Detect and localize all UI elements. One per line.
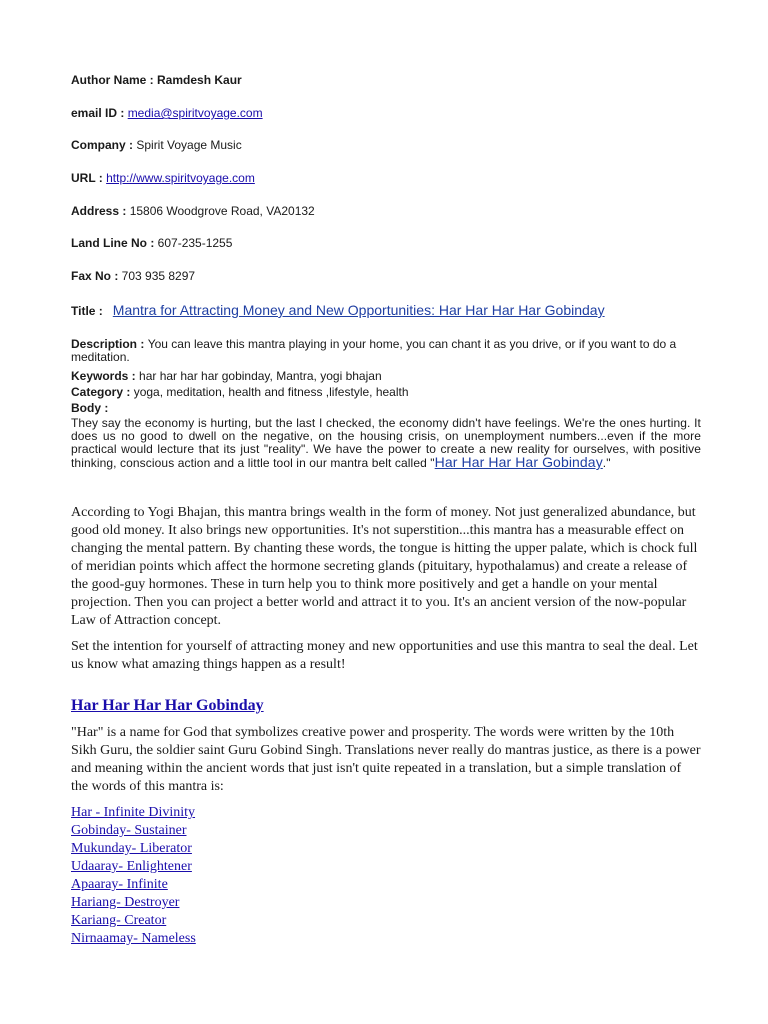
author-field (71, 73, 242, 87)
landline-value: 607-235-1255 (157, 236, 233, 250)
description-label: Description : (71, 337, 148, 351)
company-value: Spirit Voyage Music (136, 138, 242, 152)
body-intro-text: They say the economy is hurting, but the last I checked, the economy didn't have feelings. We're the ones hurting. It does us no good to dwell on the negative, on the housing crisis, on unemployment numbers...even if the more practical would lecture that its just "reality". We have the power to create a new reality for ourselves, with positive thinking, conscious action and a little tool in our mantra belt called " (71, 416, 701, 470)
translation-link[interactable]: Nirnaamay- Nameless (71, 931, 196, 946)
url-field (71, 171, 255, 185)
address-value: 15806 Woodgrove Road, VA20132 (129, 204, 315, 218)
landline-field (71, 236, 232, 250)
translation-link[interactable]: Udaaray- Enlightener (71, 859, 192, 874)
description-value: You can leave this mantra playing in your home, you can chant it as you drive, or if you want to do a meditation. (71, 337, 677, 364)
body-label-text: Body : (71, 401, 109, 415)
category-value: yoga, meditation, health and fitness ,lifestyle, health (133, 385, 409, 399)
author-label: Author Name : (71, 73, 158, 87)
title-label: Title : (71, 304, 107, 318)
category-label: Category : (71, 385, 134, 399)
description-field (71, 338, 701, 364)
mantra-link[interactable]: Har Har Har Har Gobinday (434, 454, 603, 470)
translation-link[interactable]: Apaaray- Infinite (71, 877, 168, 892)
address-label: Address : (71, 204, 130, 218)
paragraph-intention: Set the intention for yourself of attracting money and new opportunities and use this mantra to seal the deal. Let us know what amazing things happen as a result! (71, 639, 698, 672)
body-label (71, 402, 701, 415)
url-label: URL : (71, 171, 107, 185)
translation-link[interactable]: Hariang- Destroyer (71, 895, 180, 910)
paragraph-yogi-bhajan: According to Yogi Bhajan, this mantra brings wealth in the form of money. Not just generalized abundance, but good old money. It also brings new opportunities. It's not superstition...this mantra has a measurable effect on changing the mental pattern. By chanting these words, the tongue is hitting the upper palate, which is chock full of meridian points which affect the hormone secreting glands (pituitary, hypothalamus) and create a release of the good-guy hormones. These in turn help you to think more positively and get a handle on your mental projection. Then you can project a better world and attract it to you. It's an ancient version of the now-popular Law of Attraction concept. (71, 505, 698, 628)
email-field (71, 106, 263, 120)
paragraph-har-meaning: "Har" is a name for God that symbolizes creative power and prosperity. The words were written by the 10th Sikh Guru, the soldier saint Guru Gobind Singh. Translations never really do mantras justice, as there is a power and meaning within the ancient words that just isn't quite repeated in a translation, but a simple translation of the words of this mantra is: (71, 725, 701, 794)
body-intro-end: ." (602, 456, 611, 470)
company-label: Company : (71, 138, 137, 152)
email-label: email ID : (71, 106, 128, 120)
email-link[interactable]: media@spiritvoyage.com (127, 106, 263, 120)
landline-label: Land Line No : (71, 236, 158, 250)
translation-link[interactable]: Gobinday- Sustainer (71, 823, 187, 838)
body-intro (71, 417, 701, 470)
keywords-label: Keywords : (71, 369, 140, 383)
fax-label: Fax No : (71, 269, 122, 283)
address-field (71, 204, 315, 218)
author-value: Ramdesh Kaur (157, 73, 242, 87)
translation-link[interactable]: Har - Infinite Divinity (71, 805, 196, 820)
keywords-value: har har har har gobinday, Mantra, yogi bhajan (139, 369, 382, 383)
title-link[interactable]: Mantra for Attracting Money and New Opportunities: Har Har Har Har Gobinday (112, 302, 605, 318)
company-field (71, 138, 242, 152)
title-field (71, 302, 605, 318)
section-heading (71, 697, 264, 715)
translation-list (71, 804, 196, 948)
section-heading-link[interactable]: Har Har Har Har Gobinday (71, 697, 264, 714)
fax-field (71, 269, 195, 283)
translation-link[interactable]: Mukunday- Liberator (71, 841, 192, 856)
keywords-field (71, 370, 701, 383)
category-field (71, 386, 701, 399)
translation-link[interactable]: Kariang- Creator (71, 913, 167, 928)
fax-value: 703 935 8297 (121, 269, 196, 283)
url-link[interactable]: http://www.spiritvoyage.com (106, 171, 255, 185)
